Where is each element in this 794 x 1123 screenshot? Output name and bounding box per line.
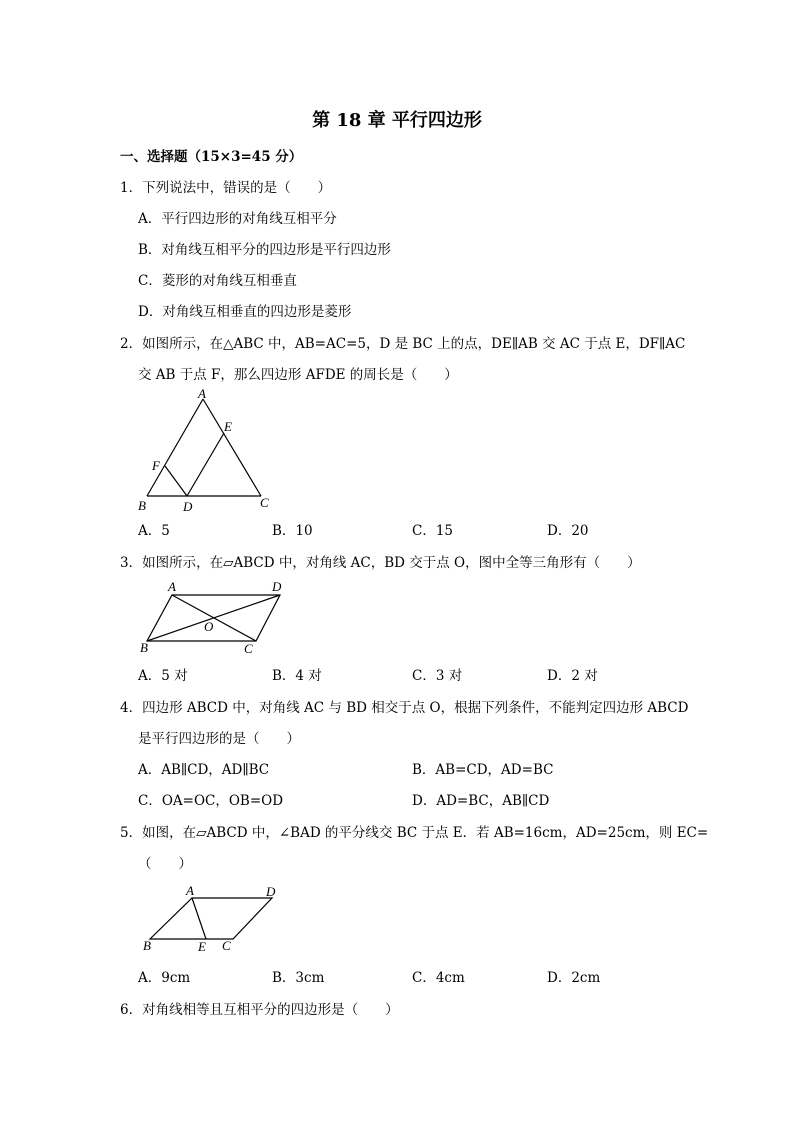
question-stem-line-2: （ ） — [138, 856, 192, 872]
question-stem: 1．下列说法中，错误的是（ ） — [120, 180, 332, 196]
option-b: B．10 — [272, 523, 313, 539]
question-stem: 6．对角线相等且互相平分的四边形是（ ） — [120, 1002, 399, 1018]
label-d: D — [183, 499, 193, 514]
label-c: C — [222, 938, 231, 953]
option-c: C．4cm — [412, 970, 465, 986]
question-stem-line-2: 交 AB 于点 F，那么四边形 AFDE 的周长是（ ） — [138, 367, 458, 383]
label-d: D — [266, 884, 276, 899]
option-a: A．AB∥CD，AD∥BC — [138, 762, 270, 778]
label-a: A — [168, 579, 176, 594]
label-e: E — [224, 419, 232, 434]
option-b: B．4 对 — [272, 668, 322, 684]
label-b: B — [138, 498, 146, 513]
label-e: E — [198, 939, 206, 954]
option-d: D．2 对 — [547, 668, 598, 684]
option-c: C．15 — [412, 523, 454, 539]
question-stem-line-1: 4．四边形 ABCD 中，对角线 AC 与 BD 相交于点 O，根据下列条件，不能判定四边形 ABCD — [120, 700, 689, 716]
option-d: D．对角线互相垂直的四边形是菱形 — [138, 304, 352, 320]
option-a: A．5 对 — [138, 668, 188, 684]
option-b: B．AB=CD，AD=BC — [412, 762, 554, 778]
option-d: D．AD=BC，AB∥CD — [412, 793, 550, 809]
label-a: A — [198, 386, 206, 401]
label-d: D — [272, 579, 282, 594]
question-stem-line-1: 2．如图所示，在△ABC 中，AB=AC=5，D 是 BC 上的点，DE∥AB 交 AC 于点 E，DF∥AC — [120, 336, 686, 352]
option-b: B．对角线互相平分的四边形是平行四边形 — [138, 242, 391, 258]
page-title: 第 18 章 平行四边形 — [312, 110, 482, 131]
option-a: A．5 — [138, 523, 170, 539]
question-stem-line-1: 5．如图，在▱ABCD 中，∠BAD 的平分线交 BC 于点 E．若 AB=16cm，AD=25cm，则 EC= — [120, 825, 709, 841]
section-heading: 一、选择题（15×3=45 分） — [120, 149, 303, 165]
option-c: C．OA=OC，OB=OD — [138, 793, 284, 809]
option-c: C．菱形的对角线互相垂直 — [138, 273, 297, 289]
label-c: C — [244, 641, 253, 656]
label-o: O — [204, 619, 214, 634]
option-c: C．3 对 — [412, 668, 463, 684]
label-a: A — [186, 883, 194, 898]
option-b: B．3cm — [272, 970, 325, 986]
question-stem: 3．如图所示，在▱ABCD 中，对角线 AC，BD 交于点 O，图中全等三角形有（ ） — [120, 555, 641, 571]
label-c: C — [260, 495, 269, 510]
option-d: D．2cm — [547, 970, 601, 986]
label-b: B — [143, 938, 151, 953]
option-a: A．平行四边形的对角线互相平分 — [138, 211, 337, 227]
label-f: F — [152, 458, 160, 473]
question-stem-line-2: 是平行四边形的是（ ） — [138, 731, 300, 747]
label-b: B — [140, 640, 148, 655]
option-d: D．20 — [547, 523, 589, 539]
option-a: A．9cm — [138, 970, 191, 986]
